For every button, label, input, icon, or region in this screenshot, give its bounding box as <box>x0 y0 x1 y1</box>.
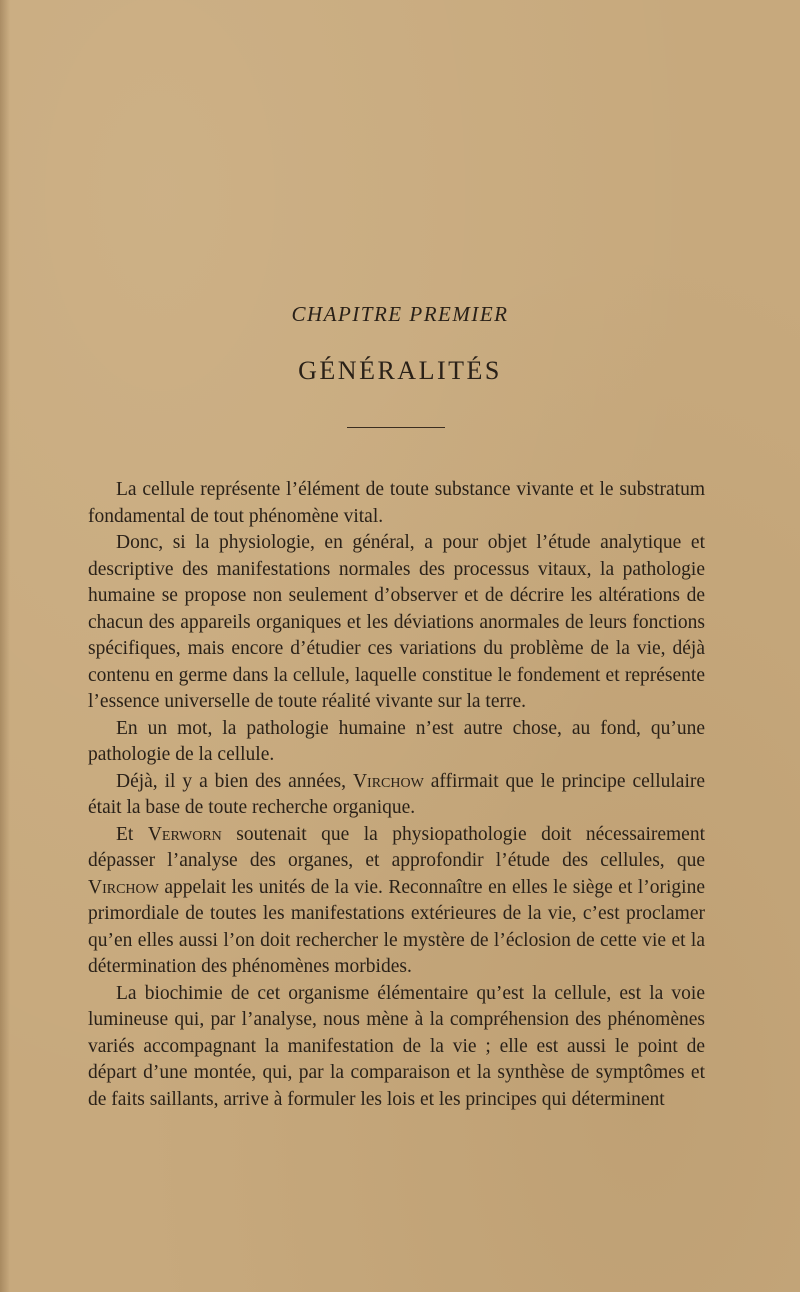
paragraph-text: Déjà, il y a bien des années, <box>116 770 353 792</box>
paragraph-5 <box>88 822 705 981</box>
paragraph-2 <box>88 530 705 716</box>
paragraph-6 <box>88 981 705 1114</box>
author-name-virchow: Virchow <box>88 876 159 898</box>
paragraph-text: La cellule représente l’élément de toute substance vivante et le substratum fondamental de tout phénomène vital. <box>88 479 705 527</box>
paragraph-text: En un mot, la pathologie humaine n’est autre chose, au fond, qu’une pathologie de la cellule. <box>88 717 705 765</box>
paragraph-4 <box>88 769 705 822</box>
title-divider <box>347 427 445 428</box>
author-name-virchow: Virchow <box>352 770 424 792</box>
paragraph-text: appelait les unités de la vie. Reconnaître en elles le siège et l’origine primordiale de toutes les manifestations extérieures de la vie, c’est proclamer qu’en elles aussi l’on doit rechercher le mystère de l’éclosion de cette vie et la détermination des phénomènes morbides. <box>88 876 705 977</box>
paragraph-text: soutenait que la physiopathologie doit nécessairement dépasser l’analyse des organes, et approfondir l’étude des cellules, que <box>88 823 705 871</box>
paragraph-text: La biochimie de cet organisme élémentaire qu’est la cellule, est la voie lumineuse qui, par l’analyse, nous mène à la compréhension des phénomènes variés accompagnant la manifestation de la vie ; elle est aussi le point de départ d’une montée, qui, par la comparaison et la synthèse de symptômes et de faits saillants, arrive à formuler les lois et les principes qui déterminent <box>88 982 705 1110</box>
paragraph-text: Donc, si la physiologie, en général, a pour objet l’étude analytique et descriptive des manifestations normales des processus vitaux, la pathologie humaine se propose non seulement d’observer et de décrire les altérations de chacun des appareils organiques et les déviations anormales de leurs fonctions spécifiques, mais encore d’étudier ces variations du problème de la vie, déjà contenu en germe dans la cellule, laquelle constitue le fondement et représente l’essence universelle de toute réalité vivante sur la terre. <box>88 532 705 712</box>
paragraph-text: Et <box>116 823 148 845</box>
paragraph-1 <box>88 477 705 530</box>
author-name-verworn: Verworn <box>147 823 222 845</box>
page-gutter-shadow <box>0 0 10 1292</box>
paragraph-3 <box>88 716 705 769</box>
chapter-label: CHAPITRE PREMIER <box>291 302 509 326</box>
paragraph-text: affirmait que le principe cellulaire était la base de toute recherche organique. <box>88 770 706 818</box>
body-text <box>88 477 705 1113</box>
chapter-title: GÉNÉRALITÉS <box>298 356 502 385</box>
